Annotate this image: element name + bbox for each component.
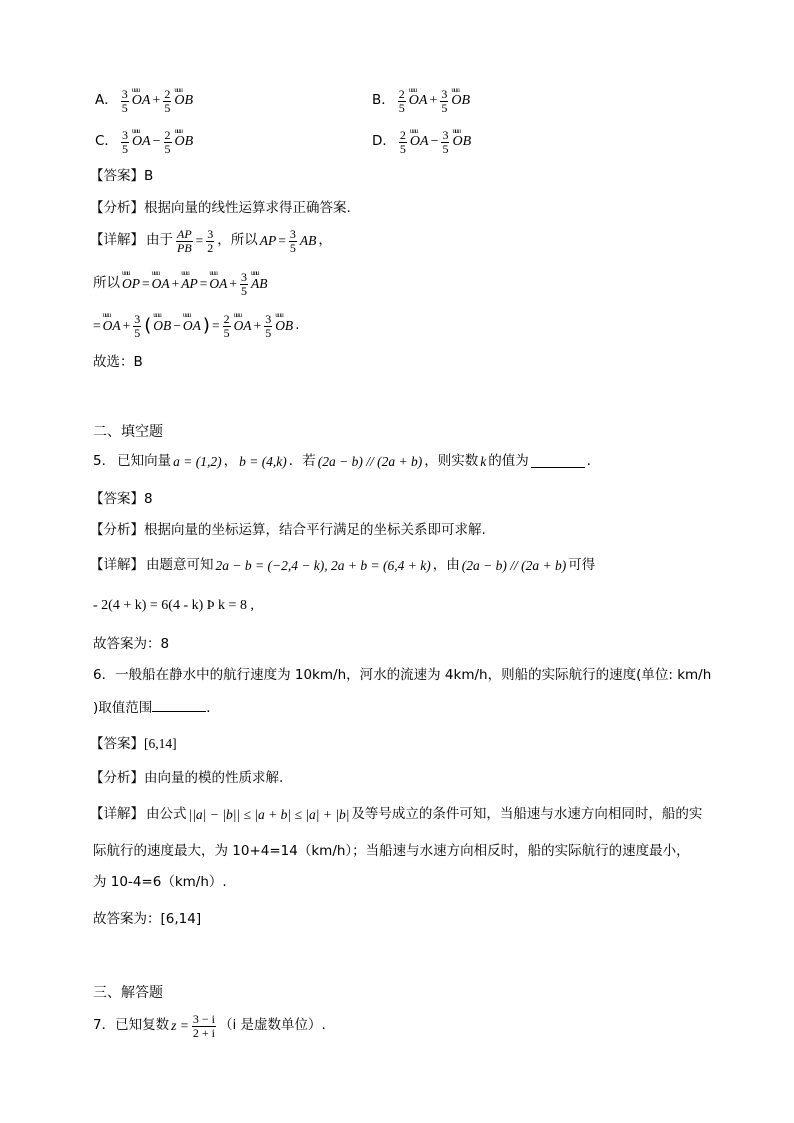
q5-question: 5． 已知向量 a = (1,2) ， b = (4,k) ．若 (2a − b) // (2a + b) ，则实数 k 的值为 ． [93, 453, 601, 469]
q5-answer: 【答案】8 [90, 491, 153, 507]
section-fill-in: 二、填空题 [93, 424, 163, 440]
q4-analysis: 【分析】根据向量的线性运算求得正确答案. [90, 200, 351, 216]
q6-conclusion: 故答案为：[6,14] [93, 911, 202, 927]
q6-question-line1: 6．一般船在静水中的航行速度为 10km/h，河水的流速为 4km/h，则船的实际航行的速度(单位: km/h [93, 667, 712, 683]
q4-choose: 故选：B [93, 354, 143, 370]
q5-detail: 【详解】 由题意可知 2a − b = (−2,4 − k), 2a + b = (6,4 + k) ，由 (2a − b) // (2a + b) 可得 [90, 557, 596, 573]
q5-equation: - 2(4 + k) = 6(4 - k) Þ k = 8 , [93, 598, 254, 613]
q5-blank[interactable] [531, 455, 585, 468]
option-d: D． $\frac{2}{5}$ uuu OA − $\frac{3}{5}$ uuu OB [372, 129, 471, 155]
q6-detail-line2: 际航行的速度最大，为 10+4=14（km/h）；当船速与水速方向相反时，船的实际航行的速度最小， [93, 843, 690, 859]
q6-blank[interactable] [152, 699, 206, 712]
q6-detail-line1: 【详解】 由公式 ||a| − |b|| ≤ |a + b| ≤ |a| + |b| 及等号成立的条件可知，当船速与水速方向相同时，船的实 [90, 806, 703, 822]
q4-detail-line3: = uuu OA + $\frac{3}{5}$ ( uuu OB − uuu OA ) = $\frac{2}{5}$ uuu OA + $\frac{3}{5}$ uuu OB . [93, 313, 299, 339]
q6-answer: 【答案】[6,14] [90, 736, 177, 752]
option-b: B． $\frac{2}{5}$ uuu OA + $\frac{3}{5}$ uuu OB [372, 88, 470, 114]
q6-detail-line3: 为 10-4=6（km/h）. [93, 874, 227, 890]
q5-analysis: 【分析】根据向量的坐标运算，结合平行满足的坐标关系即可求解. [90, 522, 486, 538]
q6-question-line2: )取值范围 ． [93, 700, 220, 716]
q5-conclusion: 故答案为：8 [93, 636, 170, 652]
option-a: A． $\frac{3}{5}$ uuu OA + $\frac{2}{5}$ uuu OB [95, 88, 193, 114]
q6-analysis: 【分析】由向量的模的性质求解. [90, 770, 284, 786]
q4-answer: 【答案】B [90, 168, 154, 184]
q7-question: 7．已知复数 z = $\frac{3 - i}{2 + i}$ （i 是虚数单位）. [93, 1012, 326, 1040]
option-c: C． $\frac{3}{5}$ uuu OA − $\frac{2}{5}$ uuu OB [95, 129, 193, 155]
q4-detail-line1: 【详解】 由于 $\frac{AP}{PB}$ = $\frac{3}{2}$ ，所以 AP = $\frac{3}{5}$ AB ， [90, 227, 332, 255]
section-answer-questions: 三、解答题 [93, 985, 163, 1001]
q4-detail-line2: 所以 uuu OP = uuu OA + uuu AP = uuu OA + $\frac{3}{5}$ uuu AB [93, 271, 268, 297]
